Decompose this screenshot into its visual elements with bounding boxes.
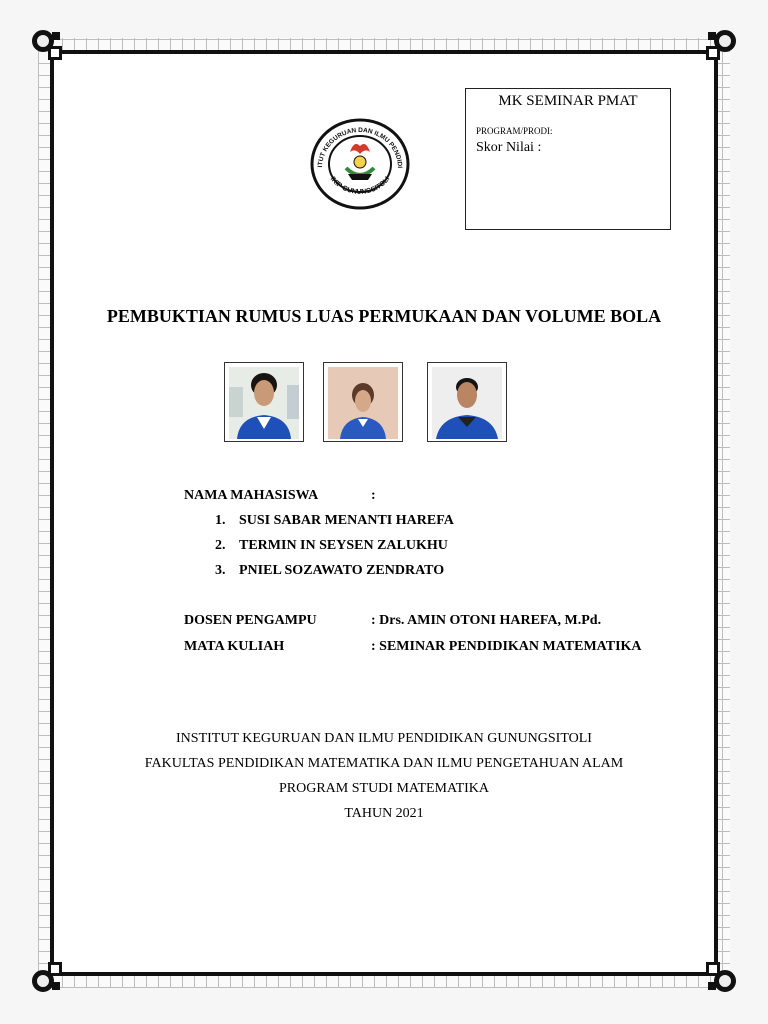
student-name: SUSI SABAR MENANTI HAREFA <box>239 513 454 528</box>
course-value: : SEMINAR PENDIDIKAN MATEMATIKA <box>371 639 642 654</box>
footer-year: TAHUN 2021 <box>344 806 424 821</box>
lecturer-label: DOSEN PENGAMPU <box>184 613 317 628</box>
corner-ornament-icon <box>702 958 738 994</box>
footer-faculty: FAKULTAS PENDIDIKAN MATEMATIKA DAN ILMU PENGETAHUAN ALAM <box>144 756 624 771</box>
footer-program: PROGRAM STUDI MATEMATIKA <box>278 781 489 796</box>
course-label: MATA KULIAH <box>184 639 285 654</box>
student-name: TERMIN IN SEYSEN ZALUKHU <box>239 538 448 553</box>
corner-ornament-icon <box>30 958 66 994</box>
institution-logo <box>310 118 410 210</box>
score-box <box>465 88 671 230</box>
program-label: PROGRAM/PRODI: <box>476 126 553 136</box>
student-photo <box>224 362 304 442</box>
student-number: 2. <box>215 538 226 553</box>
document-title: PEMBUKTIAN RUMUS LUAS PERMUKAAN DAN VOLUME BOLA <box>106 306 662 326</box>
student-number: 1. <box>215 513 226 528</box>
student-name: PNIEL SOZAWATO ZENDRATO <box>239 563 445 578</box>
course-code-label: MK SEMINAR PMAT <box>498 93 638 109</box>
logo-text-top: ITUT KEGURUAN DAN ILMU PENDIDI <box>316 126 404 169</box>
score-label: Skor Nilai : <box>476 140 542 155</box>
students-label: NAMA MAHASISWA <box>184 488 319 503</box>
corner-ornament-icon <box>30 28 66 64</box>
corner-ornament-icon <box>702 28 738 64</box>
footer-institution: INSTITUT KEGURUAN DAN ILMU PENDIDIKAN GUNUNGSITOLI <box>176 731 592 746</box>
student-number: 3. <box>215 563 226 578</box>
students-colon: : <box>371 488 376 503</box>
student-photo <box>323 362 403 442</box>
lecturer-value: : Drs. AMIN OTONI HAREFA, M.Pd. <box>371 613 602 628</box>
logo-text-bottom: IKIP GUNUNGSITOLI <box>328 175 392 196</box>
student-photo <box>427 362 507 442</box>
